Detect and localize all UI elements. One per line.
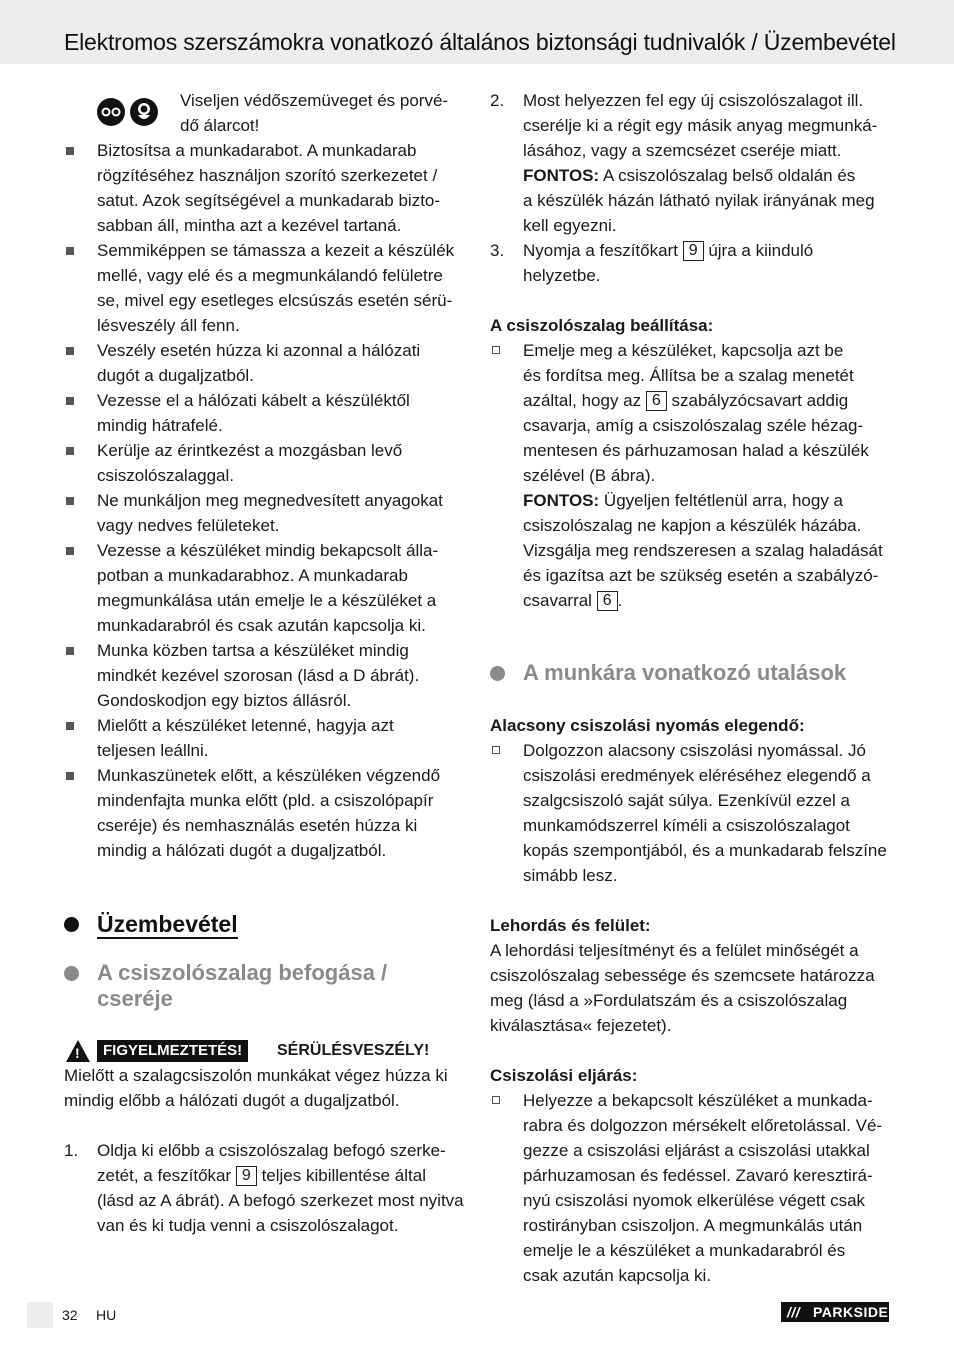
page-header [0,0,954,64]
text-line: szalgcsiszoló saját súlya. Ezenkívül ezzel a [523,791,850,810]
text-line: nyú csiszolási nyomok elkerülése végett csak [523,1191,866,1210]
bullet-line: mindig hátrafelé. [97,416,223,435]
logo-stripes: /// [787,1304,801,1320]
bullet-line: mindenfajta munka előtt (pld. a csiszolópapír [97,791,434,810]
subsection-heading-work-tips [490,660,892,686]
step-1 [64,1138,464,1238]
low-pressure-item [490,738,892,888]
step-line [97,1163,464,1188]
bullet-line: Semmiképpen se támassza a kezeit a készülék [97,241,455,260]
text-line: mentesen és párhuzamosan halad a készülék [523,441,869,460]
ppe-text [180,88,464,138]
safety-bullet-item [64,488,464,538]
square-bullet-icon [492,746,500,754]
subheading-removal: Lehordás és felület: [490,916,651,935]
square-bullet-icon [66,397,74,405]
text-line: csak azután kapcsolja ki. [523,1266,712,1285]
warning-label: FIGYELMEZTETÉS! [97,1040,248,1062]
text-line: Helyezze a bekapcsolt készüléket a munkada- [523,1091,873,1110]
ppe-text-line: dő álarcot! [180,116,260,135]
page-title: Elektromos szerszámokra vonatkozó általános biztonsági tudnivalók / Üzembevétel [64,29,896,55]
bullet-line: mellé, vagy elé és a megmunkálandó felületre [97,266,443,285]
removal-text [490,938,892,1038]
bullet-line: sabban áll, mintha azt a kezével tartaná. [97,216,402,235]
subsection-heading-line: A csiszolószalag befogása / [97,960,388,985]
page-number: 32 [62,1307,78,1323]
text-line: és fordítsa meg. Állítsa be a szalag menetét [523,366,854,385]
text-line: meg (lásd a »Fordulatszám és a csiszolószalag [490,991,848,1010]
bullet-line: csiszolószalaggal. [97,466,235,485]
safety-goggles-icon [97,98,125,126]
square-bullet-icon [66,147,74,155]
step-line: van és ki tudja venni a csiszolószalagot. [97,1216,399,1235]
square-bullet-icon [66,647,74,655]
section-heading-uzembevetel [64,910,464,938]
safety-bullet-item [64,438,464,488]
text-line: rabra és dolgozzon mérsékelt előretolással. Vé- [523,1116,883,1135]
bullet-line: Kerülje az érintkezést a mozgásban levő [97,441,403,460]
step-3 [490,238,892,288]
subheading-procedure: Csiszolási eljárás: [490,1066,638,1085]
text-line: csiszolószalag sebessége és szemcsete határozza [490,966,875,985]
safety-bullet-item [64,638,464,713]
bullet-line: vagy nedves felületeket. [97,516,280,535]
text-line: csiszolószalag ne kapjon a készülék házába. [523,516,862,535]
text-line: Dolgozzon alacsony csiszolási nyomással. Jó [523,741,866,760]
bullet-line: Biztosítsa a munkadarabot. A munkadarab [97,141,417,160]
safety-bullet-item [64,713,464,763]
safety-bullet-item [64,338,464,388]
warning-text [64,1063,464,1113]
bullet-line: lésveszély áll fenn. [97,316,240,335]
step-number: 1. [64,1141,79,1160]
bullet-line: Vezesse el a hálózati kábelt a készüléktől [97,391,410,410]
square-bullet-icon [66,447,74,455]
safety-bullet-item [64,538,464,638]
footer-page-box [27,1302,53,1328]
bullet-line: mindig a hálózati dugót a dugaljzatból. [97,841,387,860]
step-line: (lásd az A ábrát). A befogó szerkezet most nyitva [97,1191,464,1210]
square-bullet-icon [66,247,74,255]
dust-mask-icon [130,98,158,126]
warning-text-line: Mielőtt a szalagcsiszolón munkákat végez húzza ki [64,1066,448,1085]
square-bullet-icon [66,722,74,730]
safety-bullet-item [64,138,464,238]
procedure-item [490,1088,892,1288]
text-line: A lehordási teljesítményt és a felület minőségét a [490,941,859,960]
text: azáltal, hogy az [523,391,642,410]
bullet-line: Munkaszünetek előtt, a készüléken végzendő [97,766,441,785]
square-bullet-icon [492,346,500,354]
bullet-line: potban a munkadarabhoz. A munkadarab [97,566,408,585]
step-text: teljes kibillentése által [261,1166,426,1185]
text: szabályzócsavart addig [671,391,849,410]
text-line: emelje le a készüléket a munkadarabról és [523,1241,846,1260]
step-line: a készülék házán látható nyilak irányának meg [523,191,875,210]
important-label: FONTOS: [523,166,600,185]
part-reference: 6 [597,591,618,611]
text-line: Vizsgálja meg rendszeresen a szalag haladását [523,541,883,560]
step-text: A csiszolószalag belső oldalán és [602,166,856,185]
subheading-belt-adjust: A csiszolószalag beállítása: [490,316,714,335]
square-bullet-icon [492,1096,500,1104]
text-line: csiszolási eredmények eléréséhez elegendő a [523,766,871,785]
step-line: lásához, vagy a szemcsézet cseréje miatt. [523,141,842,160]
section-heading-text: Üzembevétel [97,911,238,937]
text-line: gezze a csiszolási eljárást a csiszolási utakkal [523,1141,870,1160]
bullet-line: rögzítéséhez használjon szorító szerkezetet / [97,166,438,185]
text-line [523,388,892,413]
bullet-line: Vezesse a készüléket mindig bekapcsolt álla- [97,541,439,560]
bullet-line: satut. Azok segítségével a munkadarab bizto- [97,191,441,210]
important-label: FONTOS: [523,491,600,510]
step-line: cserélje ki a régit egy másik anyag megmunká- [523,116,878,135]
heading-bullet-icon [490,666,505,681]
text-line [523,488,892,513]
step-text: Nyomja a feszítőkart [523,241,678,260]
square-bullet-icon [66,547,74,555]
step-number: 3. [490,241,505,260]
bullet-line: se, mivel egy esetleges elcsúszás esetén sérü- [97,291,453,310]
bullet-line: Munka közben tartsa a készüléket mindig [97,641,409,660]
logo-name: PARKSIDE [813,1304,889,1320]
step-line: Most helyezzen fel egy új csiszolószalagot ill. [523,91,864,110]
square-bullet-icon [66,347,74,355]
safety-bullet-item [64,238,464,338]
subheading-low-pressure: Alacsony csiszolási nyomás elegendő: [490,716,805,735]
text-line: és igazítsa azt be szükség esetén a szabályzó- [523,566,879,585]
bullet-line: cseréje) és nemhasználás esetén húzza ki [97,816,418,835]
safety-bullet-item [64,763,464,863]
text-line [523,588,892,613]
text-line: simább lesz. [523,866,618,885]
parkside-logo [781,1302,889,1322]
step-line [523,238,892,263]
subsection-heading-line: cseréje [97,986,173,1011]
bullet-line: dugót a dugaljzatból. [97,366,254,385]
text-line: szélével (B ábra). [523,466,656,485]
heading-bullet-icon [64,966,79,981]
step-number: 2. [490,91,505,110]
text-line: munkamódszerrel kíméli a csiszolószalagot [523,816,850,835]
square-bullet-icon [66,497,74,505]
safety-bullet-item [64,388,464,438]
text-line: Emelje meg a készüléket, kapcsolja azt be [523,341,844,360]
text: Ügyeljen feltétlenül arra, hogy a [603,491,844,510]
step-text: újra a kiinduló [708,241,814,260]
bullet-line: Mielőtt a készüléket letenné, hagyja azt [97,716,394,735]
bullet-line: Ne munkáljon meg megnedvesített anyagokat [97,491,443,510]
text-line: csavarja, amíg a csiszolószalag széle hézag- [523,416,864,435]
language-code: HU [96,1307,117,1323]
text-line: kopás szempontjából, és a munkadarab felszíne [523,841,887,860]
text: . [617,591,623,610]
warning-exclamation: ! [75,1045,80,1061]
part-reference: 9 [236,1166,257,1186]
step-line: helyzetbe. [523,266,601,285]
text: csavarral [523,591,592,610]
bullet-line: megmunkálása után emelje le a készüléket a [97,591,437,610]
bullet-line: munkadarabról és csak azután kapcsolja ki. [97,616,426,635]
step-line: Oldja ki előbb a csiszolószalag befogó szerke- [97,1141,446,1160]
bullet-line: mindkét kezével szorosan (lásd a D ábrát). [97,666,420,685]
bullet-line: Veszély esetén húzza ki azonnal a hálózati [97,341,421,360]
step-line: kell egyezni. [523,216,617,235]
heading-bullet-icon [64,917,79,932]
text-line: párhuzamosan és fedéssel. Zavaró keresztirá- [523,1166,873,1185]
square-bullet-icon [66,772,74,780]
bullet-line: Gondoskodjon egy biztos állásról. [97,691,352,710]
ppe-text-line: Viseljen védőszemüveget és porvé- [180,91,449,110]
part-reference: 6 [646,391,667,411]
warning-text-line: mindig előbb a hálózati dugót a dugaljzatból. [64,1091,400,1110]
text-line: kiválasztása« fejezetet). [490,1016,672,1035]
warning-danger-text: SÉRÜLÉSVESZÉLY! [277,1042,430,1059]
belt-adjust-item [490,338,892,613]
subsection-heading-text: A munkára vonatkozó utalások [523,660,847,685]
step-2 [490,88,892,238]
text-line: rostirányban csiszoljon. A megmunkálás után [523,1216,863,1235]
subsection-heading-belt-change [64,960,464,1012]
step-text: zetét, a feszítőkar [97,1166,232,1185]
step-line [523,163,892,188]
bullet-line: teljesen leállni. [97,741,209,760]
part-reference: 9 [683,241,704,261]
ppe-icons [97,96,161,130]
